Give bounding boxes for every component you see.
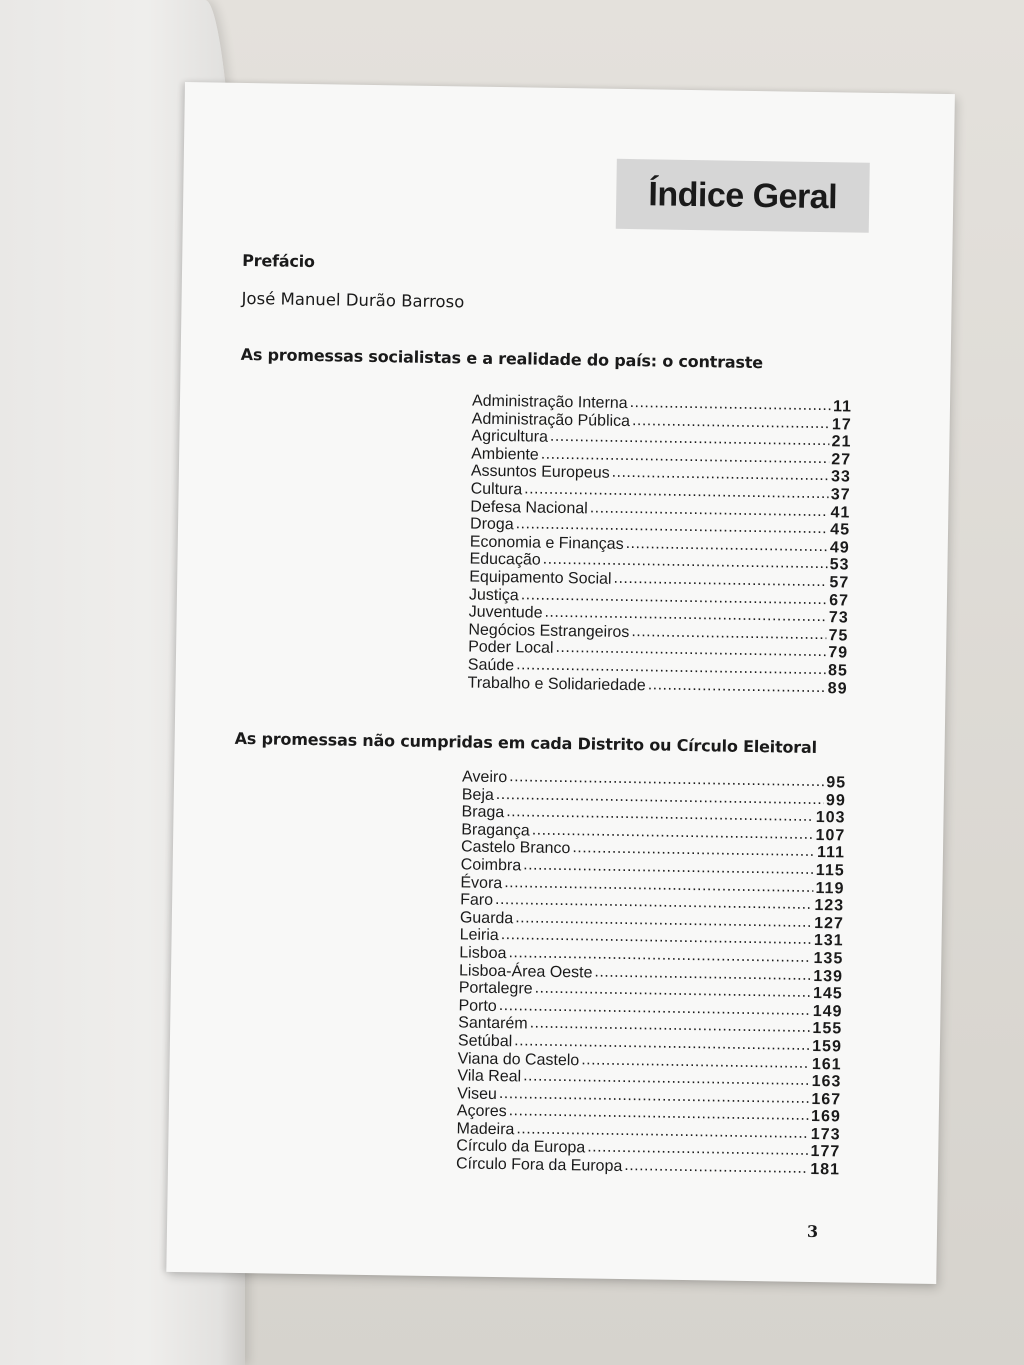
toc-entry-page: 89 — [827, 679, 848, 697]
toc-entry-label: Educação — [469, 550, 541, 569]
toc-entry-page: 17 — [831, 415, 852, 434]
toc-entry-label: Bragança — [461, 821, 530, 840]
toc-entry-page: 41 — [830, 503, 851, 522]
toc-entry-page: 181 — [810, 1161, 841, 1179]
toc-entry-label: Castelo Branco — [460, 838, 571, 858]
toc-entry-label: Equipamento Social — [469, 568, 612, 588]
toc-entry-label: Lisboa-Área Oeste — [458, 961, 593, 982]
toc-entry-label: Administração Pública — [471, 410, 631, 430]
toc-entry-page: 85 — [827, 662, 848, 680]
toc-entry-page: 167 — [811, 1090, 842, 1109]
toc-entry-label: Círculo da Europa — [456, 1137, 586, 1157]
dot-leader — [587, 1139, 809, 1160]
dot-leader — [648, 676, 826, 696]
toc-entry-page: 99 — [825, 791, 846, 810]
toc-entry-page: 163 — [811, 1073, 842, 1091]
toc-entry-page: 53 — [829, 556, 850, 574]
toc-entry-label: Faro — [460, 891, 494, 910]
toc-entry-page: 27 — [831, 450, 852, 469]
toc-entry — [456, 1155, 840, 1179]
toc-entry-label: Justiça — [468, 586, 519, 604]
preface-author: José Manuel Durão Barroso — [241, 288, 465, 312]
toc-entry-page: 11 — [832, 398, 853, 416]
toc-entry-page: 131 — [813, 932, 844, 950]
toc-entry-page: 173 — [810, 1125, 841, 1144]
toc-list-themes — [467, 393, 852, 698]
section-heading-contrast: As promessas socialistas e a realidade do país: o contraste — [240, 344, 764, 373]
toc-entry-label: Portalegre — [458, 979, 533, 998]
section-heading-districts: As promessas não cumpridas em cada Distrito ou Círculo Eleitoral — [234, 728, 817, 758]
toc-entry-label: Saúde — [467, 656, 515, 675]
toc-entry-page: 139 — [813, 967, 844, 985]
toc-entry-page: 73 — [828, 609, 849, 627]
dot-leader — [624, 1157, 808, 1177]
toc-list-districts — [456, 768, 846, 1179]
toc-entry-page: 115 — [815, 861, 845, 880]
toc-entry-label: Círculo Fora da Europa — [455, 1155, 623, 1176]
toc-entry-label: Évora — [460, 873, 503, 892]
toc-entry-label: Viseu — [457, 1085, 498, 1103]
toc-entry-label: Porto — [458, 997, 497, 1015]
page-title: Índice Geral — [648, 174, 838, 216]
toc-entry-label: Droga — [469, 515, 514, 534]
toc-entry-page: 33 — [830, 468, 852, 486]
toc-entry-label: Defesa Nacional — [470, 498, 588, 517]
document-page — [166, 82, 955, 1284]
toc-entry-label: Trabalho e Solidariedade — [467, 674, 646, 694]
toc-entry-page: 57 — [829, 574, 850, 592]
toc-entry-label: Aveiro — [461, 768, 508, 787]
toc-entry-label: Economia e Finanças — [469, 533, 624, 553]
toc-entry-label: Guarda — [459, 909, 514, 928]
toc-entry-page: 155 — [812, 1020, 843, 1038]
toc-entry-label: Poder Local — [468, 638, 554, 658]
toc-entry-page: 45 — [830, 521, 851, 539]
toc-entry-label: Administração Interna — [471, 392, 628, 412]
toc-entry-label: Cultura — [470, 480, 523, 499]
toc-entry-page: 67 — [829, 591, 850, 610]
toc-entry-label: Santarém — [458, 1014, 528, 1033]
toc-entry-label: Açores — [456, 1102, 507, 1121]
toc-entry-label: Assuntos Europeus — [470, 462, 610, 483]
toc-entry-page: 119 — [815, 879, 845, 898]
toc-entry-page: 161 — [811, 1055, 842, 1073]
toc-entry-label: Lisboa — [459, 944, 507, 963]
toc-entry-label: Setúbal — [457, 1032, 513, 1051]
toc-entry-label: Vila Real — [457, 1067, 522, 1086]
toc-entry-page: 79 — [828, 644, 849, 662]
page-number: 3 — [806, 1221, 819, 1242]
toc-entry-label: Agricultura — [471, 427, 549, 446]
toc-entry-page: 145 — [812, 985, 843, 1003]
toc-entry-page: 49 — [829, 538, 850, 557]
toc-entry-page: 177 — [810, 1143, 841, 1161]
toc-entry-label: Negócios Estrangeiros — [468, 621, 630, 641]
toc-entry-label: Viana do Castelo — [457, 1049, 580, 1069]
toc-entry-page: 103 — [815, 809, 846, 827]
toc-entry-label: Beja — [461, 786, 495, 804]
toc-entry-page: 107 — [815, 826, 846, 845]
toc-entry-label: Leiria — [459, 926, 499, 945]
toc-entry-page: 135 — [813, 949, 844, 968]
title-banner — [616, 159, 870, 233]
preface-heading: Prefácio — [242, 250, 315, 272]
toc-entry-page: 111 — [816, 844, 846, 862]
toc-entry-label: Braga — [461, 803, 505, 822]
toc-entry-page: 37 — [830, 486, 851, 504]
toc-entry-page: 123 — [814, 897, 845, 915]
toc-entry-page: 75 — [828, 626, 849, 645]
toc-entry-label: Ambiente — [471, 445, 539, 464]
toc-entry-page: 21 — [831, 433, 852, 451]
toc-entry-page: 149 — [812, 1002, 843, 1021]
toc-entry-page: 169 — [810, 1108, 841, 1126]
toc-entry — [467, 674, 847, 698]
toc-entry-page: 127 — [814, 914, 844, 933]
toc-entry-page: 95 — [826, 774, 847, 792]
toc-entry-label: Coimbra — [460, 856, 522, 875]
toc-entry-page: 159 — [812, 1037, 843, 1056]
toc-entry-label: Juventude — [468, 603, 543, 622]
toc-entry-label: Madeira — [456, 1120, 515, 1139]
